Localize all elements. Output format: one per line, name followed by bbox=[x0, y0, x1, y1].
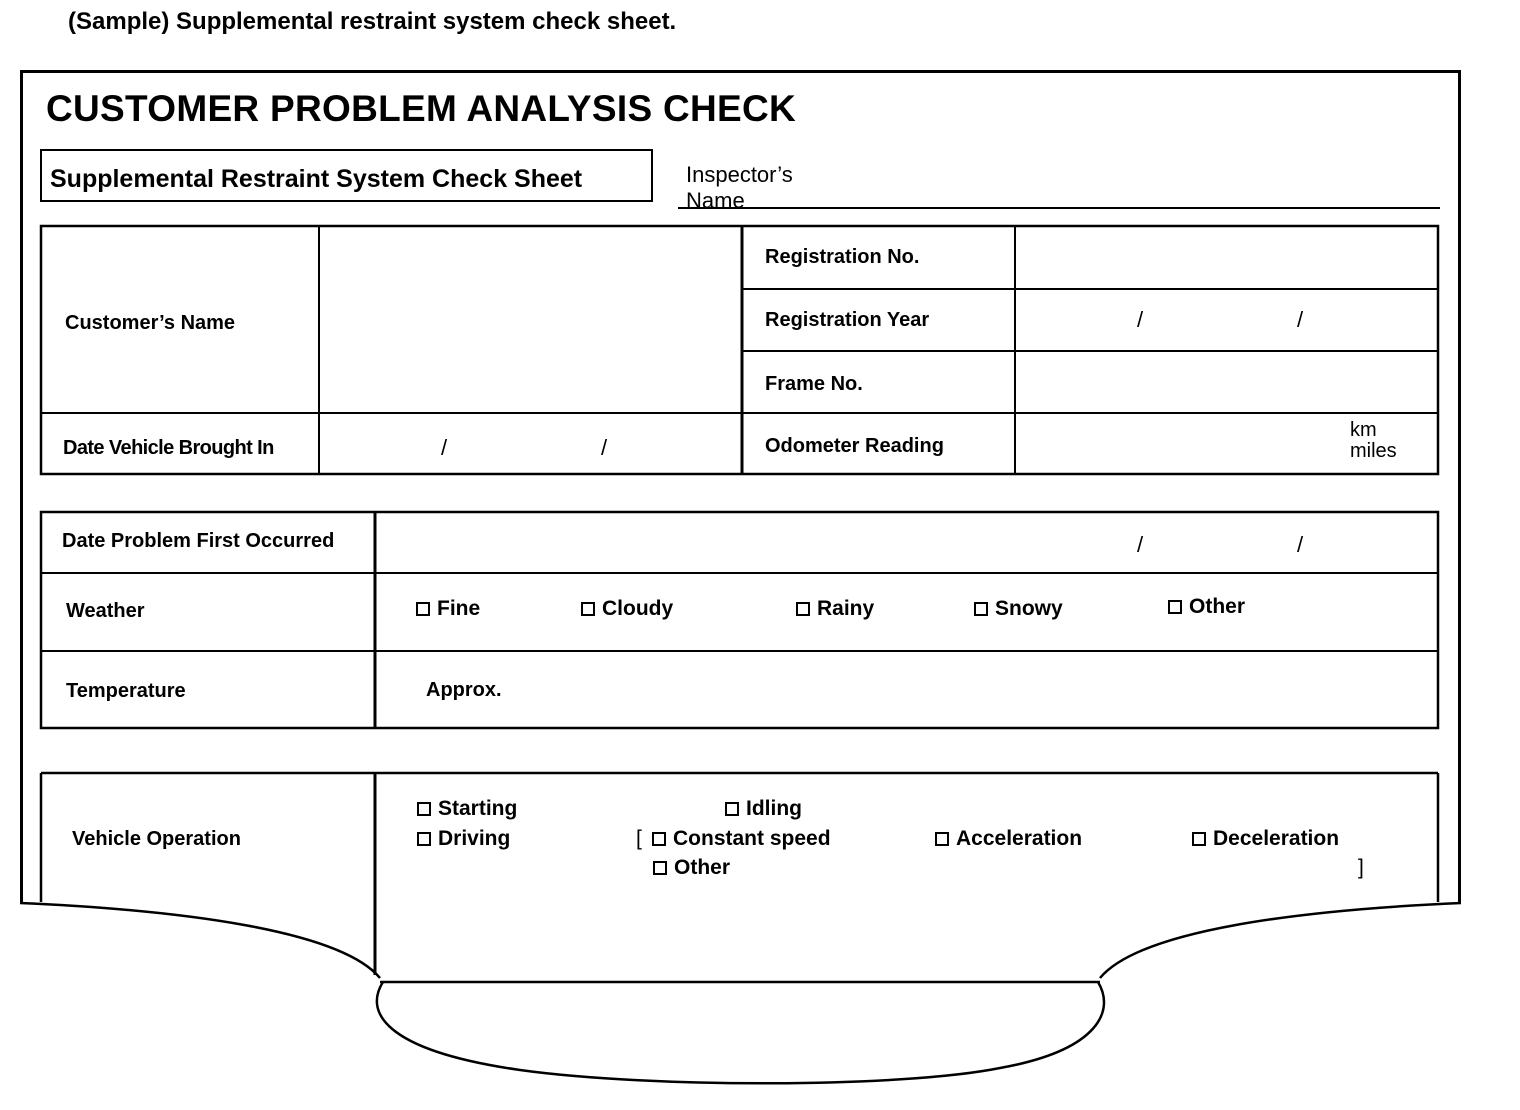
odometer-field[interactable] bbox=[1017, 415, 1436, 472]
registration-no-field[interactable] bbox=[1017, 228, 1436, 287]
inspector-label-line2: Name bbox=[686, 188, 745, 213]
weather-option-fine[interactable]: Fine bbox=[416, 597, 480, 621]
operation-option-idling[interactable]: Idling bbox=[725, 797, 802, 821]
checkbox-icon bbox=[1168, 600, 1182, 614]
unit-km: km bbox=[1350, 419, 1377, 441]
operation-option-acceleration[interactable]: Acceleration bbox=[935, 827, 1082, 851]
weather-option-rainy[interactable]: Rainy bbox=[796, 597, 874, 621]
driving-close-bracket: ] bbox=[1358, 856, 1364, 879]
registration-year-label: Registration Year bbox=[765, 309, 930, 331]
form-title: CUSTOMER PROBLEM ANALYSIS CHECK bbox=[46, 88, 797, 129]
date-first-occurred-field[interactable] bbox=[377, 514, 1436, 571]
operation-option-deceleration[interactable]: Deceleration bbox=[1192, 827, 1339, 851]
checkbox-icon bbox=[417, 832, 431, 846]
checkbox-icon bbox=[417, 802, 431, 816]
inspector-label-line1: Inspector’s bbox=[686, 162, 793, 187]
date-separator: / bbox=[1137, 307, 1144, 332]
driving-open-bracket: [ bbox=[636, 827, 642, 850]
date-separator: / bbox=[441, 435, 448, 460]
date-separator: / bbox=[1297, 532, 1304, 557]
date-separator: / bbox=[1297, 307, 1304, 332]
odometer-label: Odometer Reading bbox=[765, 435, 944, 457]
checkbox-icon bbox=[416, 602, 430, 616]
operation-option-starting[interactable]: Starting bbox=[417, 797, 517, 821]
registration-year-field[interactable] bbox=[1017, 291, 1436, 349]
date-brought-in-field[interactable] bbox=[321, 415, 740, 472]
checkbox-icon bbox=[1192, 832, 1206, 846]
customer-name-field[interactable] bbox=[321, 228, 740, 411]
temperature-field[interactable] bbox=[520, 653, 1436, 726]
registration-no-label: Registration No. bbox=[765, 246, 920, 268]
customer-name-label: Customer’s Name bbox=[65, 312, 236, 334]
odometer-units bbox=[1350, 420, 1397, 462]
unit-miles: miles bbox=[1350, 440, 1397, 462]
date-separator: / bbox=[601, 435, 608, 460]
operation-option-driving[interactable]: Driving bbox=[417, 827, 510, 851]
checkbox-icon bbox=[581, 602, 595, 616]
weather-option-snowy[interactable]: Snowy bbox=[974, 597, 1063, 621]
frame-no-label: Frame No. bbox=[765, 373, 863, 395]
date-first-occurred-label: Date Problem First Occurred bbox=[62, 530, 335, 552]
checkbox-icon bbox=[653, 861, 667, 875]
weather-label: Weather bbox=[66, 600, 145, 622]
form-subtitle: Supplemental Restraint System Check Sheet bbox=[50, 165, 583, 193]
checkbox-icon bbox=[796, 602, 810, 616]
page-caption: (Sample) Supplemental restraint system check sheet. bbox=[68, 8, 677, 35]
vehicle-operation-label: Vehicle Operation bbox=[72, 828, 241, 850]
frame-no-field[interactable] bbox=[1017, 353, 1436, 411]
weather-option-other[interactable]: Other bbox=[1168, 595, 1245, 619]
temperature-label: Temperature bbox=[66, 680, 186, 702]
weather-option-cloudy[interactable]: Cloudy bbox=[581, 597, 673, 621]
checkbox-icon bbox=[974, 602, 988, 616]
inspector-name-field[interactable] bbox=[678, 207, 1440, 209]
checkbox-icon bbox=[652, 832, 666, 846]
operation-option-constant-speed[interactable]: Constant speed bbox=[652, 827, 831, 851]
checkbox-icon bbox=[725, 802, 739, 816]
operation-option-other[interactable]: Other bbox=[653, 856, 730, 880]
temperature-prefix: Approx. bbox=[426, 679, 502, 701]
checkbox-icon bbox=[935, 832, 949, 846]
date-separator: / bbox=[1137, 532, 1144, 557]
date-brought-in-label: Date Vehicle Brought In bbox=[63, 437, 274, 459]
